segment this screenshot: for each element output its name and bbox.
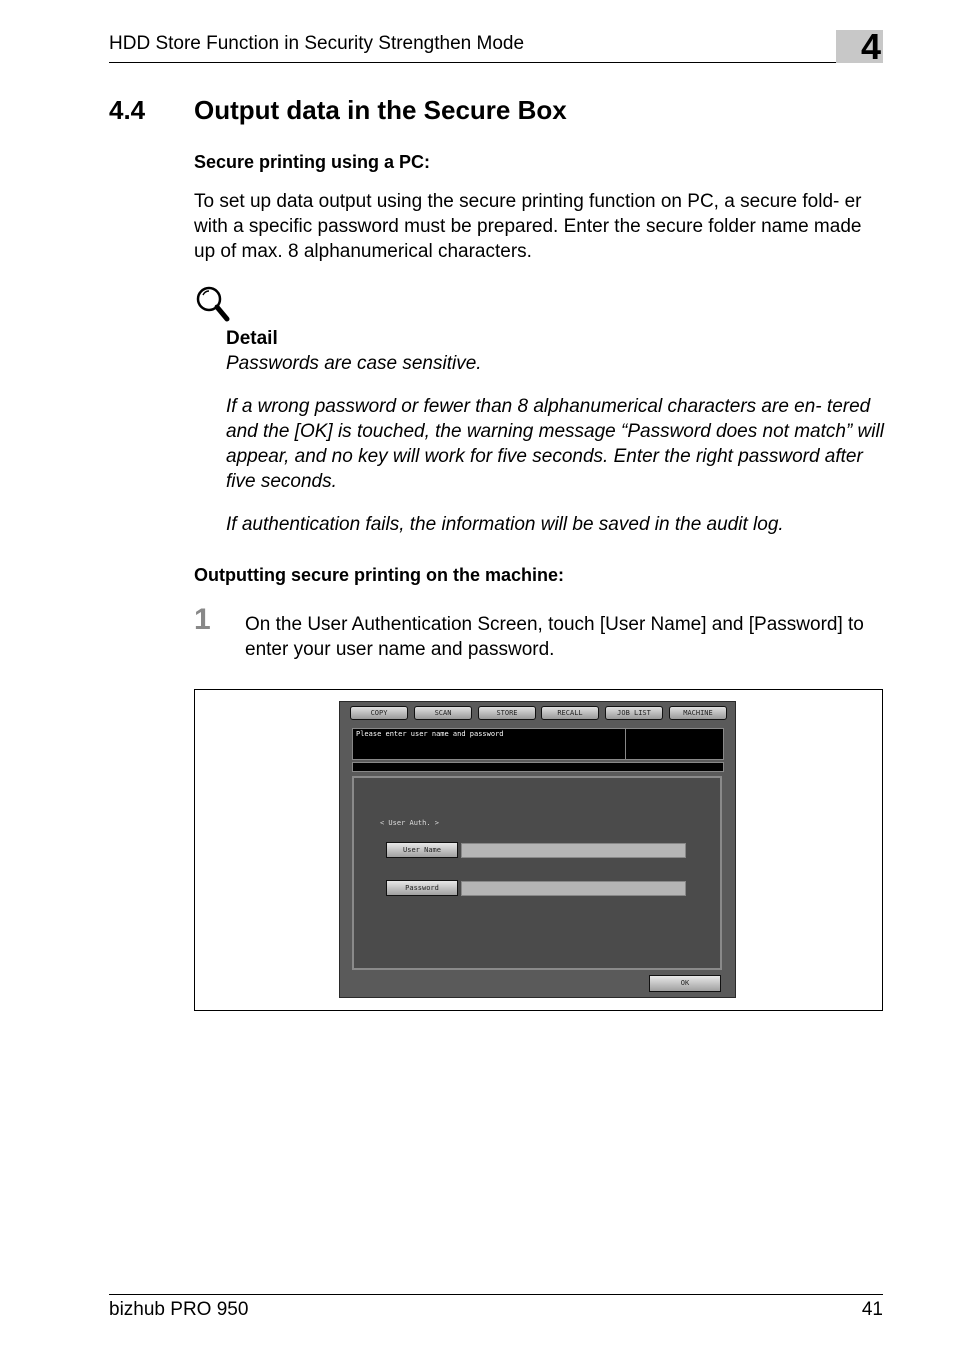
status-strip [352, 762, 724, 772]
tab-job-list[interactable]: JOB LIST [605, 706, 663, 720]
tab-copy[interactable]: COPY [350, 706, 408, 720]
chapter-number-box: 4 [836, 30, 883, 63]
step-number: 1 [194, 603, 211, 636]
machine-printing-heading: Outputting secure printing on the machine: [194, 565, 565, 585]
detail-paragraph-3: If authentication fails, the information will be saved in the audit log. [226, 514, 784, 535]
step-text: On the User Authentication Screen, touch [User Name] and [Password] to enter your user name and password. [245, 614, 864, 660]
user-auth-caption: < User Auth. > [380, 819, 440, 827]
user-name-button[interactable]: User Name [386, 842, 458, 858]
detail-paragraph-2: If a wrong password or fewer than 8 alphanumerical characters are en- tered and the [OK] is touched, the warning message “Password does not match” will appear, and no key will work for five seconds. Enter the right password after five seconds. [226, 396, 884, 492]
tab-scan[interactable]: SCAN [414, 706, 472, 720]
ok-button[interactable]: OK [649, 975, 721, 992]
message-divider [625, 729, 626, 759]
user-auth-screen [339, 701, 736, 998]
tab-store[interactable]: STORE [478, 706, 536, 720]
magnifier-icon [195, 285, 231, 328]
header-rule [109, 62, 883, 63]
password-field[interactable] [461, 881, 686, 896]
tab-recall[interactable]: RECALL [541, 706, 599, 720]
password-button[interactable]: Password [386, 880, 458, 896]
footer-product: bizhub PRO 950 [109, 1299, 249, 1320]
user-name-field[interactable] [461, 843, 686, 858]
footer-rule [109, 1294, 883, 1295]
detail-paragraph-1: Passwords are case sensitive. [226, 353, 482, 374]
section-number: 4.4 [109, 95, 146, 125]
section-title: Output data in the Secure Box [194, 95, 567, 125]
detail-label: Detail [226, 328, 278, 349]
page-number: 41 [861, 1299, 883, 1320]
auth-content-area [352, 776, 722, 970]
pc-printing-heading: Secure printing using a PC: [194, 152, 431, 172]
tab-machine[interactable]: MACHINE [669, 706, 727, 720]
running-header: HDD Store Function in Security Strengthen Mode [109, 33, 525, 54]
pc-printing-body: To set up data output using the secure printing function on PC, a secure fold- er with a specific password must be prepared. Enter the secure folder name made up of max. 8 alphanumerical characters. [194, 191, 862, 262]
message-text: Please enter user name and password [356, 730, 504, 738]
message-area [352, 728, 724, 760]
